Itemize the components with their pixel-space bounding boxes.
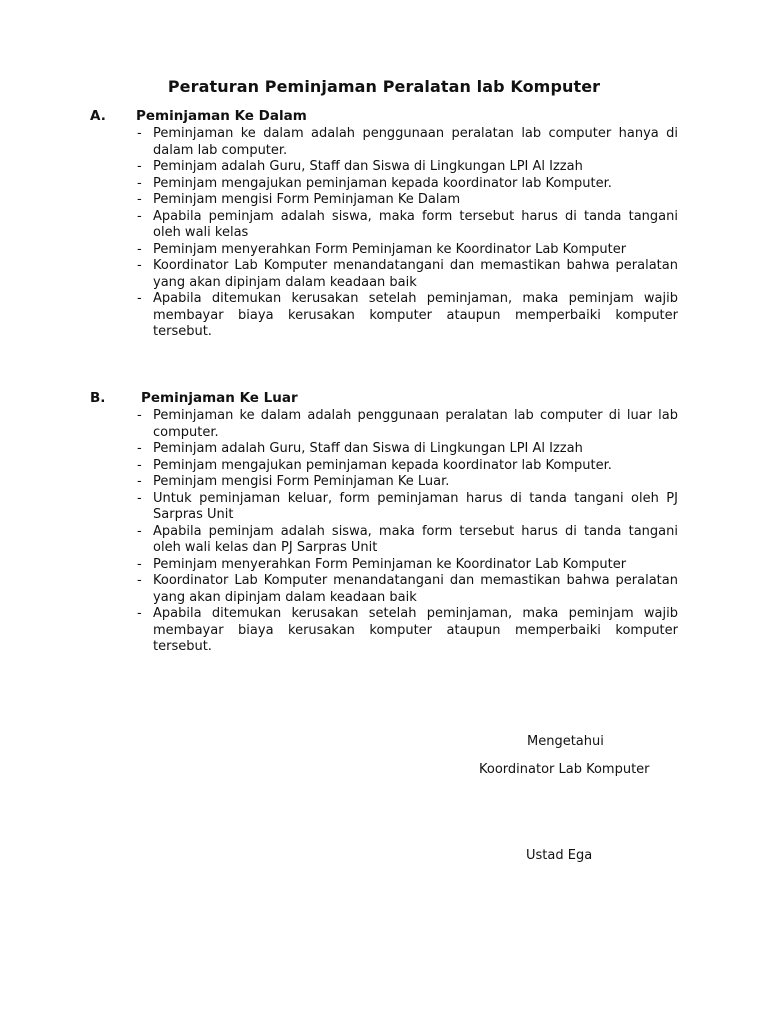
bullet-dash: - — [137, 159, 142, 174]
section-a-list — [90, 126, 678, 341]
section-a — [90, 108, 678, 341]
list-item — [90, 573, 678, 606]
list-item — [90, 557, 678, 574]
list-item-text: Peminjam menyerahkan Form Peminjaman ke Koordinator Lab Komputer — [153, 556, 627, 572]
signature-role: Koordinator Lab Komputer — [479, 762, 650, 777]
list-item-text: Peminjam adalah Guru, Staff dan Siswa di Lingkungan LPI Al Izzah — [153, 159, 583, 174]
list-item — [90, 291, 678, 341]
bullet-dash: - — [137, 441, 142, 456]
list-item — [90, 126, 678, 159]
list-item-text: Peminjaman ke dalam adalah penggunaan peralatan lab computer di luar lab computer. — [153, 408, 678, 440]
list-item — [90, 474, 678, 491]
list-item-text: Peminjaman ke dalam adalah penggunaan peralatan lab computer hanya di dalam lab computer. — [153, 126, 678, 158]
list-item — [90, 441, 678, 458]
bullet-dash: - — [137, 126, 142, 141]
bullet-dash: - — [137, 523, 142, 539]
list-item-text: Koordinator Lab Komputer menandatangani dan memastikan bahwa peralatan yang akan dipinjam dalam keadaan baik — [153, 573, 678, 605]
bullet-dash: - — [137, 241, 142, 257]
list-item-text: Koordinator Lab Komputer menandatangani dan memastikan bahwa peralatan yang akan dipinjam dalam keadaan baik — [153, 258, 678, 290]
bullet-dash: - — [137, 175, 142, 191]
signature-name: Ustad Ega — [526, 848, 593, 863]
list-item — [90, 159, 678, 176]
list-item-text: Apabila ditemukan kerusakan setelah peminjaman, maka peminjam wajib membayar biaya kerusakan komputer ataupun memperbaiki komputer tersebut. — [153, 291, 678, 339]
list-item-text: Peminjam adalah Guru, Staff dan Siswa di Lingkungan LPI Al Izzah — [153, 441, 583, 456]
list-item — [90, 176, 678, 193]
section-b-header — [90, 390, 678, 408]
section-a-header — [90, 108, 678, 126]
list-item — [90, 408, 678, 441]
bullet-dash: - — [137, 258, 142, 273]
section-b-letter: B. — [90, 390, 106, 406]
bullet-dash: - — [137, 408, 142, 423]
list-item-text: Apabila peminjam adalah siswa, maka form tersebut harus di tanda tangani oleh wali kelas dan PJ Sarpras Unit — [153, 523, 678, 555]
signature-acknowledged: Mengetahui — [527, 734, 604, 749]
section-b-list — [90, 408, 678, 656]
list-item — [90, 258, 678, 291]
bullet-dash: - — [137, 208, 142, 224]
bullet-dash: - — [137, 490, 142, 506]
list-item-text: Apabila ditemukan kerusakan setelah peminjaman, maka peminjam wajib membayar biaya kerusakan komputer ataupun memperbaiki komputer tersebut. — [153, 606, 678, 654]
bullet-dash: - — [137, 291, 142, 306]
section-b — [90, 390, 678, 656]
list-item — [90, 606, 678, 656]
list-item-text: Peminjam mengisi Form Peminjaman Ke Dalam — [153, 192, 461, 207]
list-item — [90, 209, 678, 242]
bullet-dash: - — [137, 606, 142, 621]
list-item — [90, 491, 678, 524]
list-item-text: Peminjam menyerahkan Form Peminjaman ke Koordinator Lab Komputer — [153, 241, 627, 257]
bullet-dash: - — [137, 192, 142, 207]
bullet-dash: - — [137, 556, 142, 572]
section-a-heading: Peminjaman Ke Dalam — [136, 108, 307, 124]
bullet-dash: - — [137, 457, 142, 473]
section-b-heading: Peminjaman Ke Luar — [141, 390, 298, 406]
list-item — [90, 458, 678, 475]
list-item-text: Peminjam mengajukan peminjaman kepada koordinator lab Komputer. — [153, 457, 612, 473]
document-title: Peraturan Peminjaman Peralatan lab Komputer — [167, 77, 601, 96]
section-a-letter: A. — [90, 108, 106, 124]
list-item — [90, 192, 678, 209]
list-item — [90, 524, 678, 557]
list-item-text: Peminjam mengisi Form Peminjaman Ke Luar. — [153, 474, 450, 489]
bullet-dash: - — [137, 474, 142, 489]
list-item-text: Untuk peminjaman keluar, form peminjaman harus di tanda tangani oleh PJ Sarpras Unit — [153, 490, 678, 522]
list-item-text: Apabila peminjam adalah siswa, maka form tersebut harus di tanda tangani oleh wali kelas — [153, 208, 678, 240]
list-item — [90, 242, 678, 259]
bullet-dash: - — [137, 573, 142, 588]
list-item-text: Peminjam mengajukan peminjaman kepada koordinator lab Komputer. — [153, 175, 612, 191]
